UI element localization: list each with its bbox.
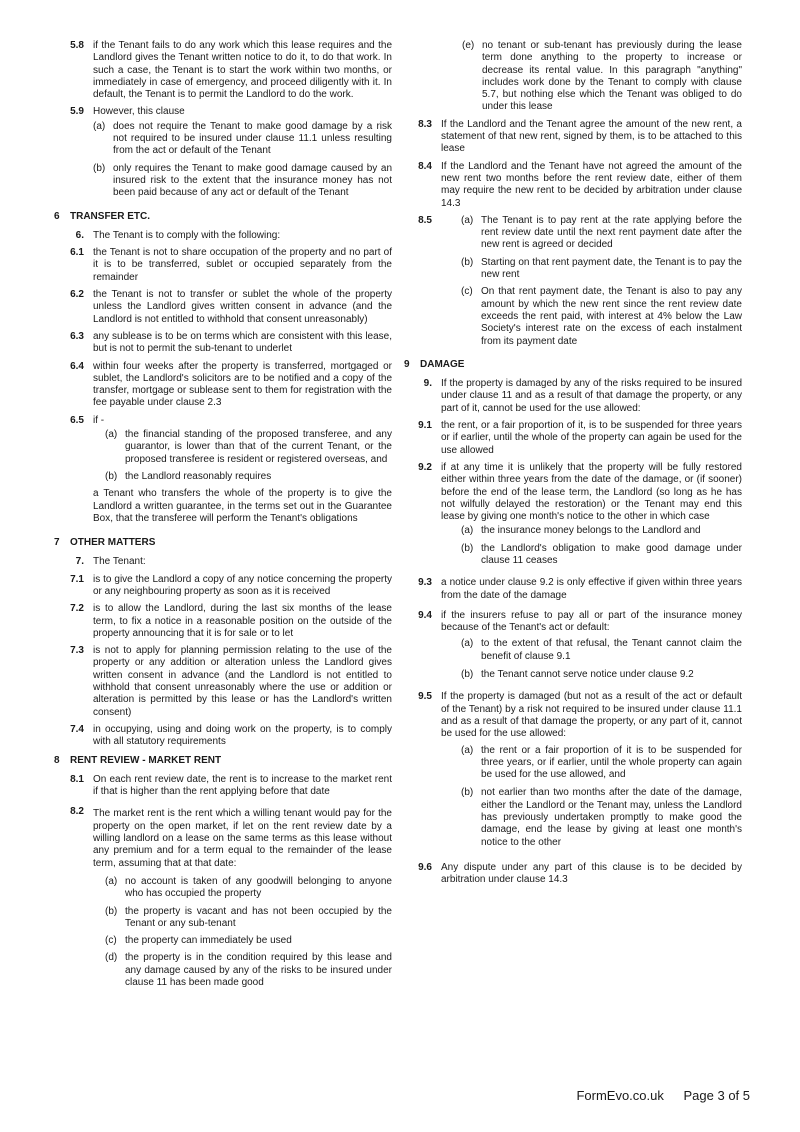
sub-clause-text: the Landlord's obligation to make good damage under clause 11 ceases [481, 542, 742, 566]
clause-text: if at any time it is unlikely that the property will be fully restored either within three years from the date of the damage, or (if sooner) before the end of the lease term, the Landlord (so long as he has not wilfully delayed the restoration) or the Tenant may end this lease by giving one month's notice to the other in which case [441, 461, 742, 523]
clause-text: On each rent review date, the rent is to increase to the market rent if that is higher than the rent applying before that date [93, 773, 392, 798]
section-heading-9 [404, 359, 742, 371]
sub-clause [461, 215, 742, 252]
section-number: 6 [54, 210, 60, 222]
clause-9 [404, 378, 742, 415]
clause-number: 6.1 [70, 247, 84, 259]
page-number: Page 3 of 5 [683, 1088, 750, 1103]
footer-site-link[interactable]: FormEvo.co.uk [576, 1088, 664, 1103]
sub-clause-label: (a) [461, 214, 474, 226]
clause-number: 6.2 [70, 289, 84, 301]
clause-8-1 [54, 774, 392, 799]
clause-number: 8.4 [418, 160, 432, 172]
sub-clause-label: (d) [105, 952, 118, 964]
clause-9-3 [404, 577, 742, 602]
clause-text: If the Landlord and the Tenant agree the amount of the new rent, a statement of that new rent, signed by them, is to be attached to this lease [441, 118, 742, 155]
sub-clause-label: (b) [105, 905, 118, 917]
clause-8-4 [404, 161, 742, 210]
sub-clause-text: the financial standing of the proposed transferee, and any guarantor, is lower than that of the current Tenant, or the proposed transferee is resident or registered overseas, and [125, 429, 392, 465]
clause-number: 9.4 [418, 609, 432, 621]
sub-clause-label: (c) [105, 935, 117, 947]
sub-clause [105, 952, 392, 989]
sub-clause-label: (a) [461, 638, 474, 650]
clause-8-2 [54, 806, 392, 994]
clause-number: 9.3 [418, 577, 432, 589]
sub-clause-label: (b) [461, 787, 474, 799]
clause-6-1 [54, 247, 392, 284]
sub-clause-label: (b) [93, 162, 106, 174]
sub-clause-label: (b) [105, 470, 118, 482]
clause-5-9 [54, 106, 392, 204]
sub-clause [105, 906, 392, 931]
sub-clause-label: (b) [461, 542, 474, 554]
clause-6-4 [54, 361, 392, 410]
clause-9-1 [404, 420, 742, 457]
sub-clause-label: (e) [462, 40, 475, 51]
clause-number: 9.1 [418, 420, 432, 432]
sub-clause [461, 286, 742, 347]
clause-text: any sublease is to be on terms which are consistent with this lease, but is not to permit the sub-tenant to underlet [93, 330, 392, 355]
clause-number: 8.5 [418, 214, 432, 226]
section-heading-6 [54, 211, 392, 223]
clause-number: 9.5 [418, 691, 432, 703]
clause-6-3 [54, 331, 392, 356]
sub-clause [461, 669, 742, 681]
clause-number: 7.1 [70, 573, 84, 585]
right-column [404, 40, 742, 892]
clause-7-3 [54, 645, 392, 719]
clause-text: However, this clause [93, 106, 185, 118]
sub-clause-label: (a) [461, 744, 474, 756]
sub-clause-text: The Tenant is to pay rent at the rate applying before the rent review date until the next rent payment date after the new rent is agreed or decided [481, 214, 742, 251]
sub-clause-text: the Tenant cannot serve notice under clause 9.2 [481, 669, 694, 681]
clause-number: 5.8 [70, 40, 84, 51]
sub-clause-text: no tenant or sub-tenant has previously during the lease term done anything to the property to increase or decrease its rental value. In this paragraph "anything" includes work done by the Tenant to comply with clause 5.7, but nothing else which the Tenant was obliged to do under this lease [482, 40, 742, 113]
page-footer [560, 1088, 750, 1103]
clause-number: 7.4 [70, 723, 84, 735]
clause-number: 9.6 [418, 861, 432, 873]
sub-clause-label: (a) [105, 875, 118, 887]
clause-number: 6.5 [70, 414, 84, 426]
sub-clause-text: to the extent of that refusal, the Tenant cannot claim the benefit of clause 9.1 [481, 638, 742, 662]
clause-number: 7.2 [70, 603, 84, 615]
section-number: 7 [54, 537, 60, 549]
clause-text: The market rent is the rent which a willing tenant would pay for the property on the open market, if let on the rent review date by a willing landlord on a lease on the same terms as this lease without any premium and for a term equal to the remainder of the lease term, assuming that at that date: [93, 808, 392, 869]
clause-text: is not to apply for planning permission relating to the use of the property or any addition or alteration unless the Landlord gives written consent in advance (and the Landlord is not entitled to withhold that consent unreasonably where the use or addition or alteration is permitted by this lease or has the Landlord's written consent) [93, 645, 392, 718]
section-title: DAMAGE [420, 358, 465, 370]
clause-9-6 [404, 862, 742, 887]
clause-text: The Tenant: [93, 556, 146, 568]
clause-6 [54, 230, 392, 242]
clause-text: a notice under clause 9.2 is only effective if given within three years from the date of the damage [441, 577, 742, 601]
sub-clause [461, 787, 742, 848]
sub-clause [461, 638, 742, 663]
section-heading-7 [54, 537, 392, 549]
clause-text: If the property is damaged (but not as a result of the act or default of the Tenant) by a risk not required to be insured under clause 11.1 and as a result of that damage the property, or any part of it, cannot be used for the use allowed: [441, 691, 742, 740]
clause-9-5 [404, 691, 742, 854]
sub-clause-label: (b) [461, 256, 474, 268]
sub-clause [105, 935, 392, 947]
sub-clause-label: (a) [93, 120, 106, 132]
clause-continuation: a Tenant who transfers the whole of the property is to give the Landlord a written guarantee, in the terms set out in the Guarantee Box, that the transferee will perform the Tenant's obligations [93, 488, 392, 524]
clause-7-1 [54, 574, 392, 599]
sub-clause-text: the Landlord reasonably requires [125, 470, 272, 482]
clause-text: If the Landlord and the Tenant have not agreed the amount of the new rent two months before the rent review date, either of them may require the new rent to be decided by arbitration under clause 14.3 [441, 160, 742, 209]
sub-clause-text: the property is vacant and has not been occupied by the Tenant or any sub-tenant [125, 905, 392, 929]
sub-clause-text: the property is in the condition required by this lease and any damage caused by any of the risks to be insured under clause 11 has been made good [125, 952, 392, 988]
sub-clause-text: not earlier than two months after the date of the damage, either the Landlord or the Tenant may, unless the Landlord has previously undertaken promptly to make good the damage, end the lease by giving at least one month's notice to the other [481, 787, 742, 848]
sub-clause-text: does not require the Tenant to make good damage by a risk not required to be insured under clause 11.1 unless resulting from the act or default of the Tenant [113, 120, 392, 157]
clause-number: 6. [75, 229, 84, 241]
sub-clause-text: the property can immediately be used [125, 935, 292, 947]
sub-clause-text: no account is taken of any goodwill belonging to anyone who has occupied the property [125, 875, 392, 900]
section-number: 8 [54, 754, 60, 766]
clause-text: if the Tenant fails to do any work which this lease requires and the Landlord gives the Tenant written notice to do it, to do that work. In such a case, the Tenant is to start the work within two months, or immediately in case of emergency, and proceed diligently with it. In default, the Tenant is to permit the Landlord to do the work. [93, 40, 392, 101]
clause-text: the rent, or a fair proportion of it, is to be suspended for three years or if earlier, until the whole of the property can again be used for the use allowed [441, 420, 742, 456]
sub-clause-label: (b) [461, 669, 474, 681]
section-title: RENT REVIEW - MARKET RENT [70, 754, 222, 766]
clause-number: 7. [75, 556, 84, 568]
clause-number: 9. [423, 378, 432, 390]
clause-5-8 [54, 40, 392, 101]
clause-6-5 [54, 415, 392, 531]
clause-6-2 [54, 289, 392, 326]
clause-text: the Tenant is not to transfer or sublet the whole of the property unless the Landlord gives written consent in advance (and the Landlord is not entitled to withhold that consent unreasonably) [93, 289, 392, 325]
clause-7-2 [54, 603, 392, 640]
clause-text: is to give the Landlord a copy of any notice concerning the property or any neighbouring property as soon as it is received [93, 573, 392, 597]
clause-7-4 [54, 724, 392, 749]
sub-clause [461, 257, 742, 282]
sub-clause-text: Starting on that rent payment date, the Tenant is to pay the new rent [481, 256, 742, 281]
clause-text: The Tenant is to comply with the following: [93, 229, 281, 241]
sub-clause-text: only requires the Tenant to make good damage caused by an insured risk to the extent that the insurance money has not been paid because of any act or default of the Tenant [113, 162, 392, 199]
sub-clause [93, 121, 392, 158]
sub-clause-8-2-e [462, 40, 742, 114]
clause-number: 5.9 [70, 106, 84, 118]
sub-clause-text: On that rent payment date, the Tenant is also to pay any amount by which the new rent since the rent review date exceeds the rent paid, with interest at 4% below the Law Society's interest rate on the excess of each instalment from its payment date [481, 286, 742, 347]
clause-text: if the insurers refuse to pay all or part of the insurance money because of the Tenant's act or default: [441, 609, 742, 634]
clause-text: is to allow the Landlord, during the last six months of the lease term, to fix a notice in a reasonable position on the outside of the property announcing that it is for sale or to let [93, 603, 392, 639]
section-title: OTHER MATTERS [70, 537, 156, 549]
clause-text: the Tenant is not to share occupation of the property and no part of it is to be transferred, sublet or occupied separately from the remainder [93, 247, 392, 283]
sub-clause-text: the insurance money belongs to the Landlord and [481, 525, 701, 537]
clause-9-2 [404, 462, 742, 572]
sub-clause-label: (a) [461, 525, 474, 537]
clause-9-4 [404, 610, 742, 686]
clause-number: 8.1 [70, 773, 84, 785]
sub-clause-text: the rent or a fair proportion of it is to be suspended for three years, or if earlier, until the whole property can again be used for the use allowed, and [481, 744, 742, 781]
clause-8-3 [404, 119, 742, 156]
sub-clause [461, 745, 742, 782]
left-column [54, 40, 392, 999]
sub-clause [105, 471, 392, 483]
sub-clause [105, 876, 392, 901]
clause-text: in occupying, using and doing work on the property, is to comply with all statutory requirements [93, 723, 392, 748]
clause-7 [54, 556, 392, 568]
clause-number: 6.3 [70, 330, 84, 342]
clause-number: 8.3 [418, 118, 432, 130]
clause-number: 9.2 [418, 461, 432, 473]
clause-text: within four weeks after the property is transferred, mortgaged or sublet, the Landlord's solicitors are to be notified and a copy of the transfer, mortgage or sublease sent to them for registration with the fee payable under clause 2.3 [93, 360, 392, 409]
clause-text: Any dispute under any part of this clause is to be decided by arbitration under clause 14.3 [441, 861, 742, 886]
clause-number: 7.3 [70, 645, 84, 657]
sub-clause [93, 163, 392, 200]
sub-clause-label: (c) [461, 286, 473, 298]
section-title: TRANSFER ETC. [70, 210, 150, 222]
clause-number: 8.2 [70, 806, 84, 818]
sub-clause-label: (a) [105, 429, 118, 441]
section-number: 9 [404, 358, 410, 370]
sub-clause [461, 543, 742, 568]
clause-text: if - [93, 414, 105, 426]
clause-8-5 [404, 215, 742, 353]
section-heading-8 [54, 755, 392, 767]
sub-clause [105, 429, 392, 466]
clause-text: If the property is damaged by any of the risks required to be insured under clause 11 and as a result of that damage the property, or any part of it, cannot be used for the use allowed: [441, 378, 742, 414]
clause-number: 6.4 [70, 360, 84, 372]
sub-clause [461, 525, 742, 537]
